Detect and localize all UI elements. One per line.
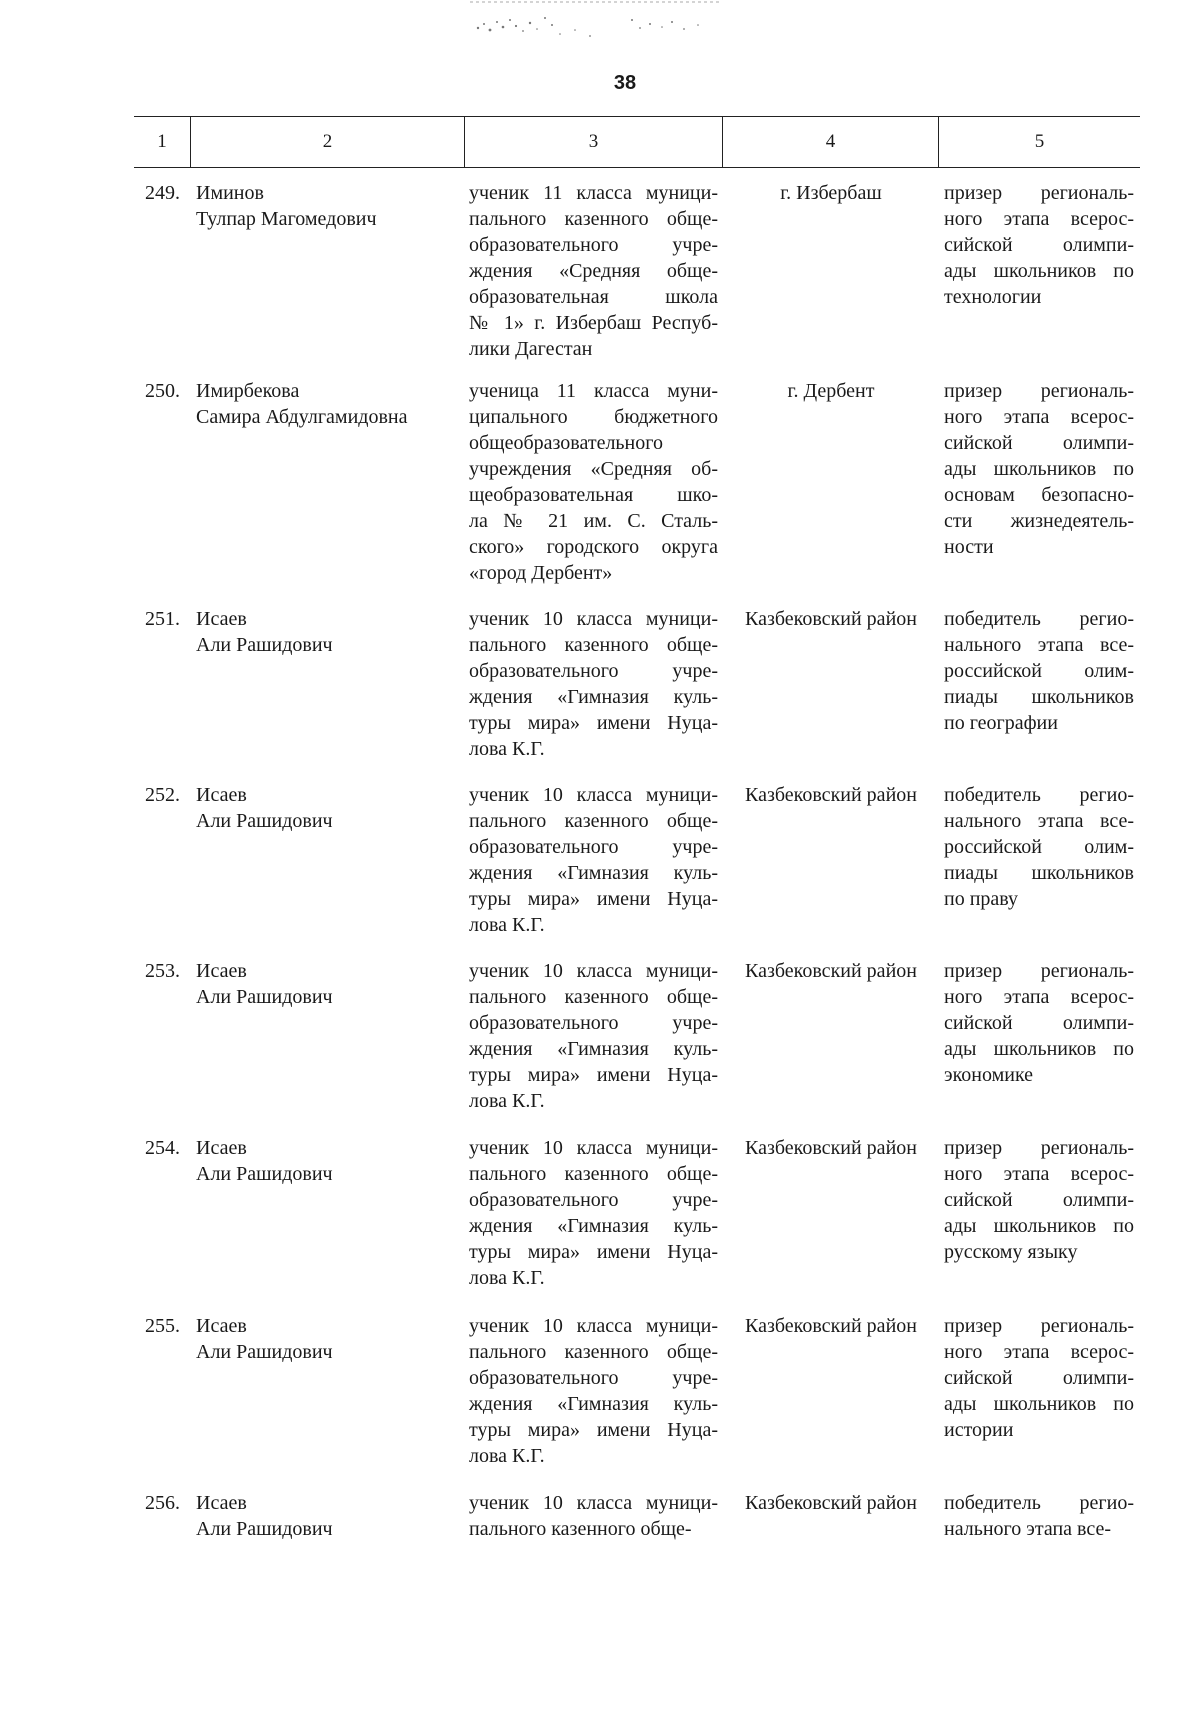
institution-line: ждения «Гимназия куль- bbox=[469, 1215, 718, 1237]
row-number: 249. bbox=[145, 182, 180, 204]
award-line: основам безопасно- bbox=[944, 484, 1134, 506]
row-number: 256. bbox=[145, 1492, 180, 1514]
award-line: нального этапа все- bbox=[944, 810, 1134, 832]
award-line: ного этапа всерос- bbox=[944, 208, 1134, 230]
region: Казбековский район bbox=[745, 1492, 917, 1514]
column-header-1: 1 bbox=[157, 131, 167, 152]
institution-line: лова К.Г. bbox=[469, 914, 545, 936]
person-name bbox=[196, 1490, 456, 1542]
award-line: ности bbox=[944, 536, 994, 558]
person-name-line: Али Рашидович bbox=[196, 1163, 333, 1185]
award-line: экономике bbox=[944, 1064, 1034, 1086]
person-name bbox=[196, 1313, 456, 1365]
award bbox=[944, 606, 1134, 736]
award bbox=[944, 1135, 1134, 1265]
award-line: технологии bbox=[944, 286, 1042, 308]
person-name bbox=[196, 378, 456, 430]
institution-line: пального казенного обще- bbox=[469, 1518, 692, 1540]
person-name-line: Али Рашидович bbox=[196, 1518, 333, 1540]
institution bbox=[469, 1135, 718, 1291]
institution-line: ждения «Гимназия куль- bbox=[469, 686, 718, 708]
institution bbox=[469, 378, 718, 586]
award-line: ады школьников по bbox=[944, 458, 1134, 480]
institution-line: лова К.Г. bbox=[469, 1267, 545, 1289]
award-line: ады школьников по bbox=[944, 1393, 1134, 1415]
institution-line: ученик 10 класса муници- bbox=[469, 1137, 718, 1159]
person-name bbox=[196, 180, 456, 232]
institution-line: ждения «Гимназия куль- bbox=[469, 1393, 718, 1415]
region: г. Избербаш bbox=[780, 182, 882, 204]
institution-line: пального казенного обще- bbox=[469, 1163, 718, 1185]
person-name-line: Исаев bbox=[196, 784, 247, 806]
person-name-line: Тулпар Магомедович bbox=[196, 208, 377, 230]
person-name-line: Али Рашидович bbox=[196, 986, 333, 1008]
award-line: призер региональ- bbox=[944, 182, 1134, 204]
region: Казбековский район bbox=[745, 608, 917, 630]
institution-line: образовательного учре- bbox=[469, 234, 718, 256]
award-line: ады школьников по bbox=[944, 260, 1134, 282]
institution-line: пального казенного обще- bbox=[469, 208, 718, 230]
institution-line: образовательного учре- bbox=[469, 660, 718, 682]
award-line: ного этапа всерос- bbox=[944, 406, 1134, 428]
region: Казбековский район bbox=[745, 1315, 917, 1337]
person-name bbox=[196, 606, 456, 658]
award-line: сийской олимпи- bbox=[944, 1367, 1134, 1389]
column-header-5: 5 bbox=[938, 117, 1140, 167]
row-number: 254. bbox=[145, 1137, 180, 1159]
institution-line: лова К.Г. bbox=[469, 738, 545, 760]
column-header-4: 4 bbox=[722, 117, 938, 167]
person-name bbox=[196, 958, 456, 1010]
award-line: пиады школьников bbox=[944, 686, 1134, 708]
award bbox=[944, 958, 1134, 1088]
row-number: 251. bbox=[145, 608, 180, 630]
institution-line: образовательного учре- bbox=[469, 1012, 718, 1034]
award-line: сийской олимпи- bbox=[944, 1012, 1134, 1034]
person-name bbox=[196, 1135, 456, 1187]
row-number: 255. bbox=[145, 1315, 180, 1337]
award-line: призер региональ- bbox=[944, 380, 1134, 402]
row-number: 253. bbox=[145, 960, 180, 982]
institution bbox=[469, 1313, 718, 1469]
award-line: пиады школьников bbox=[944, 862, 1134, 884]
institution-line: лики Дагестан bbox=[469, 338, 593, 360]
institution-line: учреждения «Средняя об- bbox=[469, 458, 718, 480]
institution-line: ученик 10 класса муници- bbox=[469, 784, 718, 806]
institution-line: ученик 10 класса муници- bbox=[469, 608, 718, 630]
region: Казбековский район bbox=[745, 1137, 917, 1159]
award-line: сийской олимпи- bbox=[944, 234, 1134, 256]
institution-line: пального казенного обще- bbox=[469, 810, 718, 832]
person-name-line: Али Рашидович bbox=[196, 1341, 333, 1363]
institution-line: ученик 11 класса муници- bbox=[469, 182, 718, 204]
award-line: по праву bbox=[944, 888, 1019, 910]
institution-line: общеобразовательного bbox=[469, 432, 663, 454]
institution-line: щеобразовательная шко- bbox=[469, 484, 718, 506]
institution-line: ученица 11 класса муни- bbox=[469, 380, 718, 402]
award-line: победитель регио- bbox=[944, 784, 1134, 806]
institution-line: туры мира» имени Нуца- bbox=[469, 712, 718, 734]
region: Казбековский район bbox=[745, 784, 917, 806]
award-line: ного этапа всерос- bbox=[944, 1163, 1134, 1185]
institution-line: ла № 21 им. С. Сталь- bbox=[469, 510, 718, 532]
institution-line: пального казенного обще- bbox=[469, 634, 718, 656]
person-name-line: Исаев bbox=[196, 1137, 247, 1159]
column-header-2: 2 bbox=[190, 117, 464, 167]
institution-line: туры мира» имени Нуца- bbox=[469, 1419, 718, 1441]
person-name-line: Исаев bbox=[196, 960, 247, 982]
institution bbox=[469, 782, 718, 938]
institution-line: лова К.Г. bbox=[469, 1090, 545, 1112]
institution-line: ученик 10 класса муници- bbox=[469, 960, 718, 982]
institution bbox=[469, 606, 718, 762]
award-line: ного этапа всерос- bbox=[944, 1341, 1134, 1363]
institution-line: туры мира» имени Нуца- bbox=[469, 1241, 718, 1263]
person-name-line: Самира Абдулгамидовна bbox=[196, 406, 408, 428]
award-line: российской олим- bbox=[944, 660, 1134, 682]
person-name-line: Исаев bbox=[196, 1492, 247, 1514]
institution-line: ученик 10 класса муници- bbox=[469, 1492, 718, 1514]
person-name bbox=[196, 782, 456, 834]
column-header-3: 3 bbox=[464, 117, 722, 167]
award-line: сийской олимпи- bbox=[944, 432, 1134, 454]
award-line: сийской олимпи- bbox=[944, 1189, 1134, 1211]
award-line: призер региональ- bbox=[944, 1137, 1134, 1159]
institution-line: пального казенного обще- bbox=[469, 986, 718, 1008]
institution-line: пального казенного обще- bbox=[469, 1341, 718, 1363]
institution bbox=[469, 180, 718, 362]
institution-line: № 1» г. Избербаш Респуб- bbox=[469, 312, 718, 334]
institution-line: ждения «Средняя обще- bbox=[469, 260, 718, 282]
institution-line: ского» городского округа bbox=[469, 536, 718, 558]
institution-line: туры мира» имени Нуца- bbox=[469, 888, 718, 910]
institution-line: туры мира» имени Нуца- bbox=[469, 1064, 718, 1086]
institution-line: образовательного учре- bbox=[469, 1367, 718, 1389]
page-number: 38 bbox=[613, 72, 637, 94]
award-line: нального этапа все- bbox=[944, 634, 1134, 656]
person-name-line: Исаев bbox=[196, 608, 247, 630]
award-line: ады школьников по bbox=[944, 1215, 1134, 1237]
award-line: по географии bbox=[944, 712, 1058, 734]
institution-line: образовательная школа bbox=[469, 286, 718, 308]
institution-line: образовательного учре- bbox=[469, 1189, 718, 1211]
award bbox=[944, 180, 1134, 310]
award bbox=[944, 1313, 1134, 1443]
institution bbox=[469, 1490, 718, 1542]
award-line: призер региональ- bbox=[944, 960, 1134, 982]
award-line: русскому языку bbox=[944, 1241, 1078, 1263]
row-number: 252. bbox=[145, 784, 180, 806]
institution bbox=[469, 958, 718, 1114]
award-line: победитель регио- bbox=[944, 1492, 1134, 1514]
person-name-line: Иминов bbox=[196, 182, 264, 204]
award-line: ного этапа всерос- bbox=[944, 986, 1134, 1008]
institution-line: ученик 10 класса муници- bbox=[469, 1315, 718, 1337]
institution-line: образовательного учре- bbox=[469, 836, 718, 858]
award-line: сти жизнедеятель- bbox=[944, 510, 1134, 532]
region: Казбековский район bbox=[745, 960, 917, 982]
award-line: победитель регио- bbox=[944, 608, 1134, 630]
award bbox=[944, 378, 1134, 560]
award-line: российской олим- bbox=[944, 836, 1134, 858]
institution-line: ждения «Гимназия куль- bbox=[469, 1038, 718, 1060]
award-line: нального этапа все- bbox=[944, 1518, 1112, 1540]
person-name-line: Исаев bbox=[196, 1315, 247, 1337]
person-name-line: Имирбекова bbox=[196, 380, 300, 402]
person-name-line: Али Рашидович bbox=[196, 634, 333, 656]
institution-line: «город Дербент» bbox=[469, 562, 613, 584]
row-number: 250. bbox=[145, 380, 180, 402]
region: г. Дербент bbox=[787, 380, 875, 402]
award-line: истории bbox=[944, 1419, 1014, 1441]
institution-line: ципального бюджетного bbox=[469, 406, 718, 428]
person-name-line: Али Рашидович bbox=[196, 810, 333, 832]
award-line: призер региональ- bbox=[944, 1315, 1134, 1337]
institution-line: ждения «Гимназия куль- bbox=[469, 862, 718, 884]
award bbox=[944, 1490, 1134, 1542]
award-line: ады школьников по bbox=[944, 1038, 1134, 1060]
institution-line: лова К.Г. bbox=[469, 1445, 545, 1467]
award bbox=[944, 782, 1134, 912]
